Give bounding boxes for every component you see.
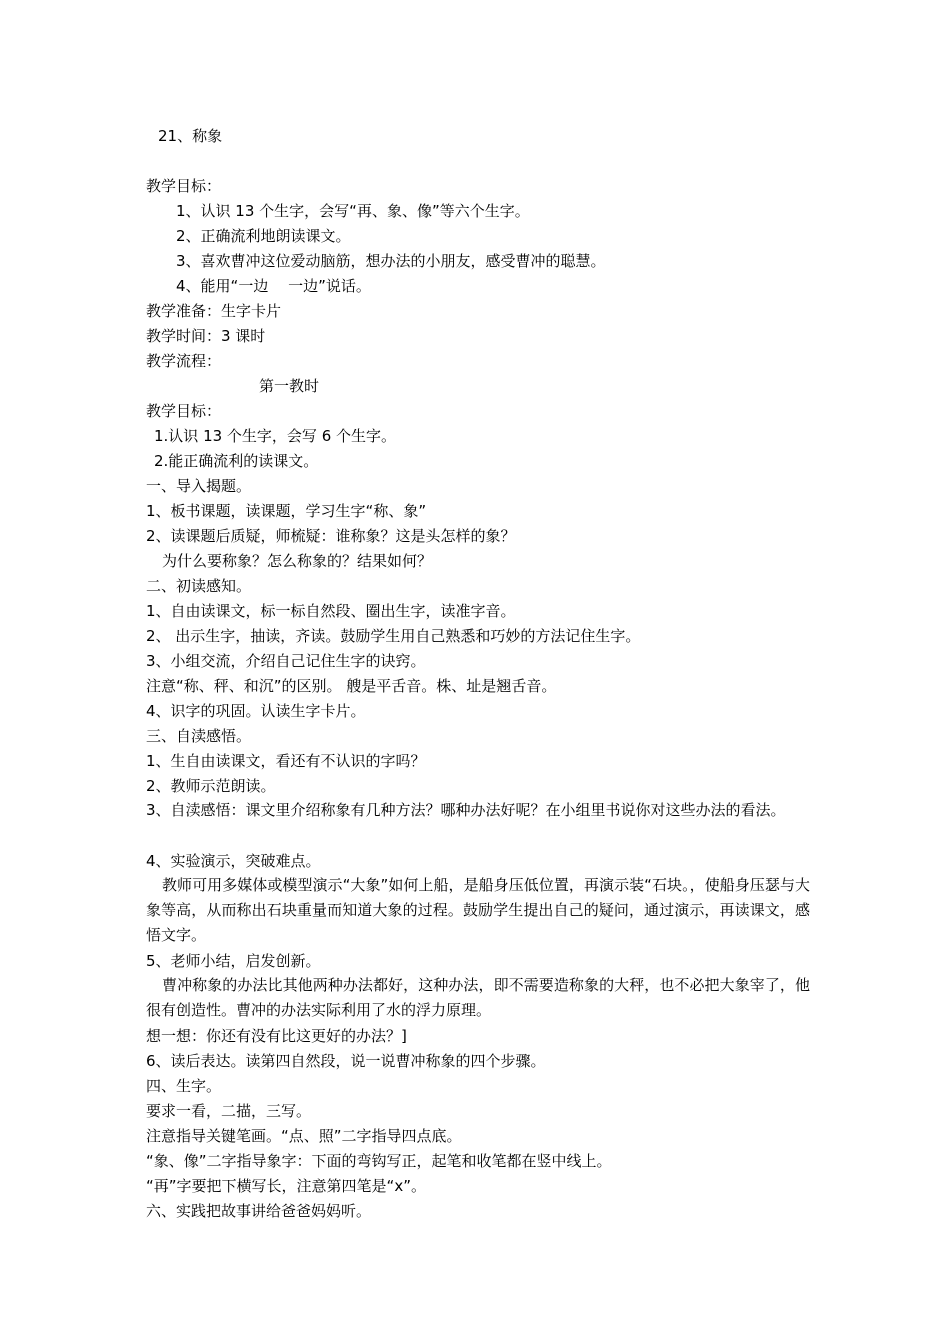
text-line: 一、导入揭题。 bbox=[146, 477, 252, 495]
text-line: 三、自渎感悟。 bbox=[146, 727, 252, 745]
text-line: 为什么要称象？怎么称象的？结果如何？ bbox=[162, 552, 433, 570]
text-line: 教学目标： bbox=[146, 177, 222, 195]
text-line: 注意“称、秤、和沉”的区别。 艘是平舌音。株、址是翘舌音。 bbox=[146, 677, 557, 695]
text-line: 1.认识 13 个生字，会写 6 个生字。 bbox=[154, 427, 397, 445]
text-line: “再”字要把下横写长，注意第四笔是“x”。 bbox=[146, 1177, 426, 1195]
text-line: 3、喜欢曹冲这位爱动脑筋，想办法的小朋友，感受曹冲的聪慧。 bbox=[176, 252, 606, 270]
text-line: 1、生自由读课文，看还有不认识的字吗？ bbox=[146, 752, 426, 770]
text-line: 4、能用“一边 一边”说话。 bbox=[176, 277, 371, 295]
text-line: 5、老师小结，启发创新。 bbox=[146, 952, 321, 970]
text-line: 教学时间：3 课时 bbox=[146, 327, 266, 345]
text-line: 二、初读感知。 bbox=[146, 577, 252, 595]
text-line: 4、实验演示，突破难点。 bbox=[146, 852, 321, 870]
text-paragraph: 教师可用多媒体或模型演示“大象”如何上船，是船身压低位置，再演示装“石块。，使船身压瑟与大象等高，从而称出石块重量而知道大象的过程。鼓励学生提出自己的疑问，通过演示，再读课文，感悟文字。 bbox=[146, 876, 810, 944]
text-line: 1、自由读课文，标一标自然段、圈出生字，读准字音。 bbox=[146, 602, 516, 620]
document-title: 21、称象 bbox=[158, 127, 223, 145]
text-paragraph: 3、自渎感悟：课文里介绍称象有几种方法？哪种办法好呢？在小组里书说你对这些办法的看法。 bbox=[146, 801, 786, 819]
text-line: 2、读课题后质疑，师梳疑：谁称象？这是头怎样的象？ bbox=[146, 527, 516, 545]
text-line: 1、认识 13 个生字，会写“再、象、像”等六个生字。 bbox=[176, 202, 530, 220]
text-line: 3、小组交流，介绍自己记住生字的诀窍。 bbox=[146, 652, 426, 670]
section-heading: 第一教时 bbox=[259, 377, 320, 395]
text-line: 要求一看，二描，三写。 bbox=[146, 1102, 312, 1120]
text-line: 注意指导关键笔画。“点、照”二字指导四点底。 bbox=[146, 1127, 462, 1145]
text-line: 四、生字。 bbox=[146, 1077, 222, 1095]
text-line: 教学目标： bbox=[146, 402, 222, 420]
text-line: 4、识字的巩固。认读生字卡片。 bbox=[146, 702, 366, 720]
text-line: 六、实践把故事讲给爸爸妈妈听。 bbox=[146, 1202, 372, 1220]
text-line: 6、读后表达。读第四自然段，说一说曹冲称象的四个步骤。 bbox=[146, 1052, 546, 1070]
text-line: “象、像”二字指导象字：下面的弯钩写正，起笔和收笔都在竖中线上。 bbox=[146, 1152, 612, 1170]
text-line: 教学准备：生字卡片 bbox=[146, 302, 282, 320]
text-line: 想一想：你还有没有比这更好的办法？] bbox=[146, 1027, 407, 1045]
text-line: 教学流程： bbox=[146, 352, 222, 370]
text-line: 1、板书课题，读课题，学习生字“称、象” bbox=[146, 502, 427, 520]
text-line: 2.能正确流利的读课文。 bbox=[154, 452, 319, 470]
text-line: 2、 出示生字，抽读，齐读。鼓励学生用自己熟悉和巧妙的方法记住生字。 bbox=[146, 627, 641, 645]
text-line: 2、正确流利地朗读课文。 bbox=[176, 227, 351, 245]
text-line: 2、教师示范朗读。 bbox=[146, 777, 276, 795]
text-paragraph: 曹冲称象的办法比其他两种办法都好，这种办法，即不需要造称象的大秤，也不必把大象宰了，他很有创造性。曹冲的办法实际利用了水的浮力原理。 bbox=[146, 976, 810, 1019]
